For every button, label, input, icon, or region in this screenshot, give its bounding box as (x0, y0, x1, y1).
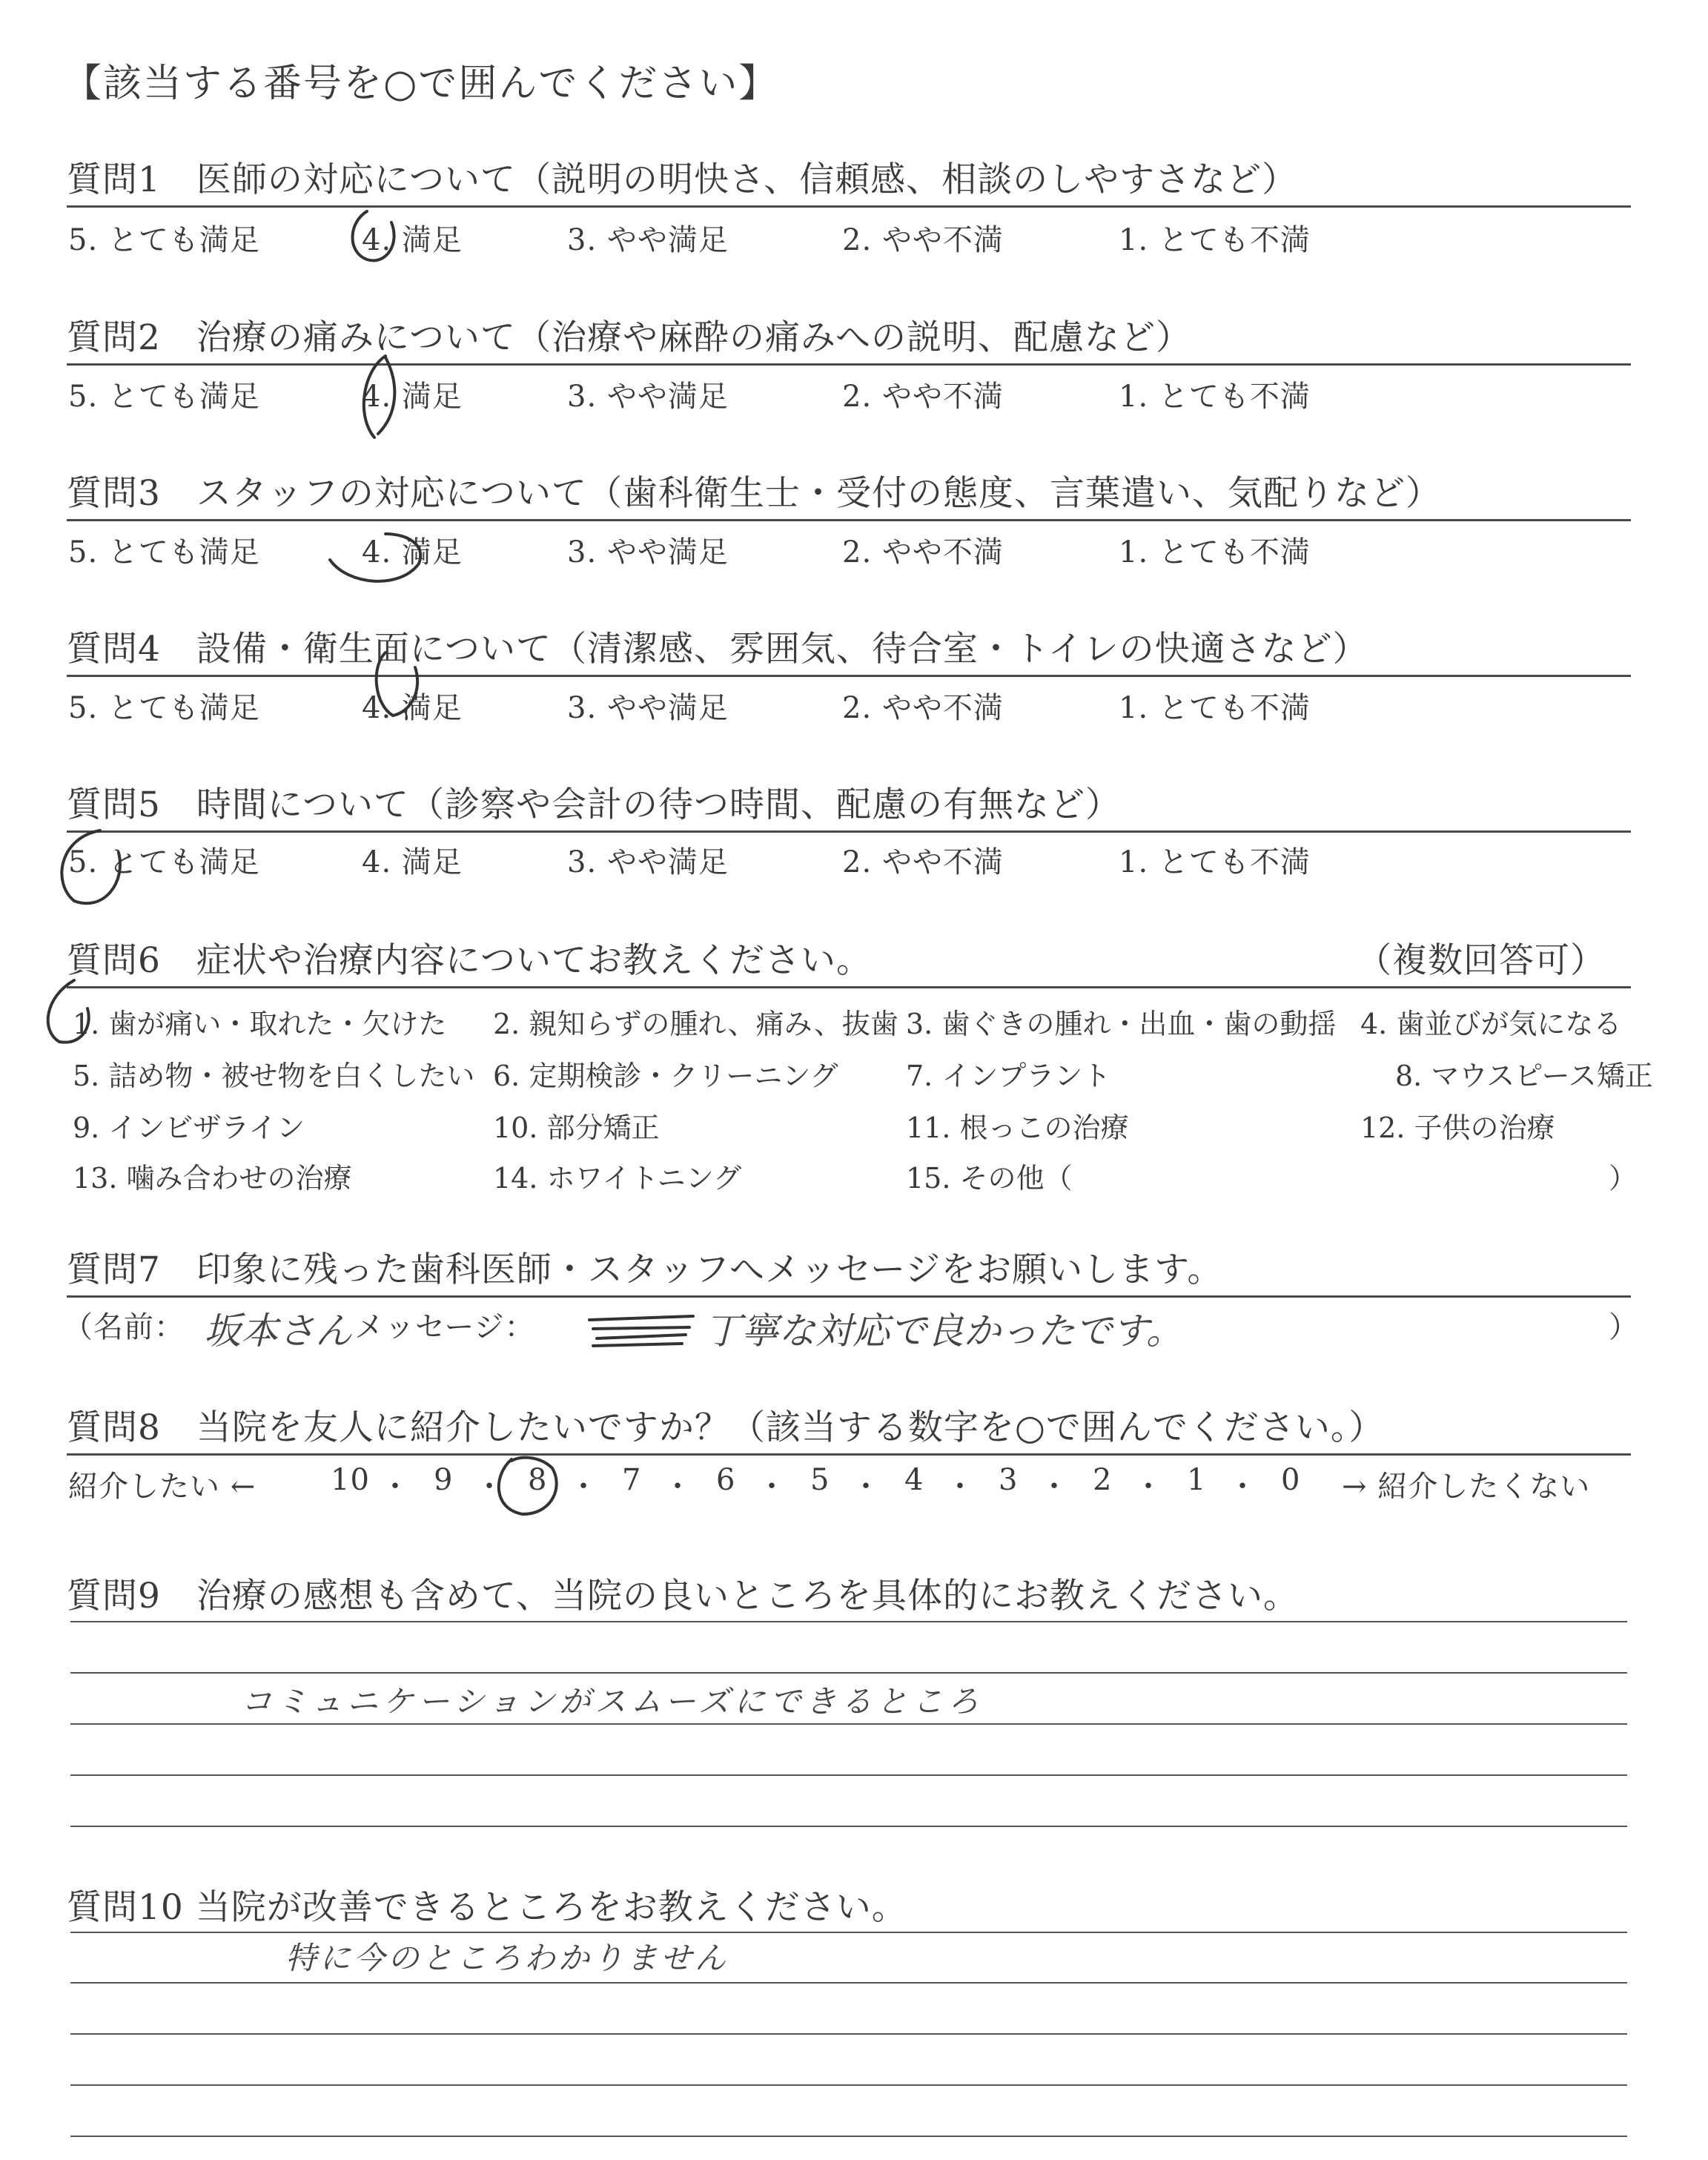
q6-option-12[interactable]: 12. 子供の治療 (1360, 1112, 1555, 1144)
q8-scale-3[interactable]: 3 (999, 1463, 1019, 1497)
q5-option-1[interactable]: 1. とても不満 (1119, 845, 1311, 879)
q6-option-6[interactable]: 6. 定期検診・クリーニング (493, 1060, 838, 1092)
q9-title: 質問9 治療の感想も含めて、当院の良いところを具体的にお教えください。 (67, 1576, 1299, 1616)
q8-scale-separator: ・ (569, 1470, 599, 1504)
q1-option-1[interactable]: 1. とても不満 (1119, 223, 1311, 257)
q3-option-3[interactable]: 3. やや満足 (567, 535, 729, 569)
q6-option-2[interactable]: 2. 親知らずの腫れ、痛み、抜歯 (493, 1008, 898, 1040)
q6-option-4[interactable]: 4. 歯並びが気になる (1360, 1008, 1622, 1040)
q3-rule (67, 519, 1631, 521)
q1-option-3[interactable]: 3. やや満足 (567, 223, 729, 257)
q8-scale-separator: ・ (1039, 1470, 1070, 1504)
q2-rule (67, 363, 1631, 366)
q5-option-2[interactable]: 2. やや不満 (842, 845, 1004, 879)
q6-rule (67, 986, 1631, 988)
q8-scale-9[interactable]: 9 (434, 1463, 454, 1497)
q8-scale-separator: ・ (663, 1470, 693, 1504)
q6-option-3[interactable]: 3. 歯ぐきの腫れ・出血・歯の動揺 (906, 1008, 1337, 1040)
q8-scale-separator: ・ (1133, 1470, 1164, 1504)
q10-line-4 (70, 2084, 1627, 2086)
q6-note: （複数回答可） (1357, 940, 1606, 981)
q6-option-10[interactable]: 10. 部分矯正 (493, 1112, 660, 1144)
q1-option-4[interactable]: 4. 満足 (362, 223, 463, 257)
q8-scale-10[interactable]: 10 (331, 1463, 370, 1497)
q8-scale-separator: ・ (474, 1470, 505, 1504)
q2-option-2[interactable]: 2. やや不満 (842, 380, 1004, 414)
q10-answer[interactable]: 特に今のところわかりません (285, 1940, 729, 1976)
q8-scale-5[interactable]: 5 (810, 1463, 830, 1497)
q8-scale-separator: ・ (1228, 1470, 1258, 1504)
q6-title: 質問6 症状や治療内容についてお教えください。 (67, 940, 872, 981)
q8-scale-2[interactable]: 2 (1093, 1463, 1113, 1497)
q7-rule (67, 1295, 1631, 1298)
q1-title: 質問1 医師の対応について（説明の明快さ、信頼感、相談のしやすさなど） (67, 159, 1298, 200)
q9-line-2 (70, 1672, 1627, 1674)
q2-option-5[interactable]: 5. とても満足 (68, 380, 260, 414)
q4-option-4[interactable]: 4. 満足 (362, 691, 463, 725)
q2-option-1[interactable]: 1. とても不満 (1119, 380, 1311, 414)
q6-option-11[interactable]: 11. 根っこの治療 (906, 1112, 1129, 1144)
q5-title: 質問5 時間について（診察や会計の待つ時間、配慮の有無など） (67, 785, 1121, 825)
q7-name-label: （名前： (63, 1310, 185, 1344)
q8-scale-separator: ・ (851, 1470, 881, 1504)
q10-line-2 (70, 1982, 1627, 1984)
q6-other-close: ） (1609, 1162, 1638, 1195)
q8-title: 質問8 当院を友人に紹介したいですか？（該当する数字を○で囲んでください。） (67, 1407, 1385, 1448)
q4-option-1[interactable]: 1. とても不満 (1119, 691, 1311, 725)
q6-option-7[interactable]: 7. インプラント (906, 1060, 1111, 1092)
q4-option-5[interactable]: 5. とても満足 (68, 691, 260, 725)
q7-close: ） (1609, 1310, 1639, 1344)
q3-title: 質問3 スタッフの対応について（歯科衛生士・受付の態度、言葉遣い、気配りなど） (67, 473, 1441, 514)
q8-rule (67, 1453, 1631, 1456)
q1-option-5[interactable]: 5. とても満足 (68, 223, 260, 257)
q4-title: 質問4 設備・衛生面について（清潔感、雰囲気、待合室・トイレの快適さなど） (67, 629, 1368, 670)
q2-title: 質問2 治療の痛みについて（治療や麻酔の痛みへの説明、配慮など） (67, 317, 1192, 358)
q8-scale-7[interactable]: 7 (622, 1463, 642, 1497)
q2-option-4[interactable]: 4. 満足 (362, 380, 463, 414)
q7-message-value[interactable]: 丁寧な対応で良かったです。 (704, 1309, 1183, 1353)
q4-option-2[interactable]: 2. やや不満 (842, 691, 1004, 725)
q8-scale-6[interactable]: 6 (716, 1463, 736, 1497)
q4-rule (67, 675, 1631, 677)
q7-name-value[interactable]: 坂本さん (204, 1309, 352, 1353)
q6-option-5[interactable]: 5. 詰め物・被せ物を白くしたい (73, 1060, 475, 1092)
q1-option-2[interactable]: 2. やや不満 (842, 223, 1004, 257)
q1-rule (67, 205, 1631, 208)
q7-message-label: メッセージ： (354, 1310, 535, 1344)
q8-scale-4[interactable]: 4 (904, 1463, 924, 1497)
q10-line-3 (70, 2033, 1627, 2035)
q3-option-5[interactable]: 5. とても満足 (68, 535, 260, 569)
q7-scribble (589, 1316, 693, 1346)
q10-title: 質問10 当院が改善できるところをお教えください。 (67, 1887, 907, 1928)
q8-scale-separator: ・ (757, 1470, 787, 1504)
q6-option-15[interactable]: 15. その他（ (906, 1162, 1073, 1195)
q9-answer[interactable]: コミュニケーションがスムーズにできるところ (241, 1683, 984, 1720)
q5-option-4[interactable]: 4. 満足 (362, 845, 463, 879)
q5-option-5[interactable]: 5. とても満足 (68, 845, 260, 879)
q10-line-5 (70, 2136, 1627, 2137)
q2-option-3[interactable]: 3. やや満足 (567, 380, 729, 414)
q3-option-1[interactable]: 1. とても不満 (1119, 535, 1311, 569)
q9-line-1 (70, 1621, 1627, 1622)
q8-scale-separator: ・ (945, 1470, 976, 1504)
form-header: 【該当する番号を○で囲んでください】 (63, 62, 779, 106)
q8-scale-0[interactable]: 0 (1281, 1463, 1301, 1497)
q9-line-4 (70, 1774, 1627, 1776)
q8-scale-8[interactable]: 8 (528, 1463, 548, 1497)
q3-option-4[interactable]: 4. 満足 (362, 535, 463, 569)
q8-scale-1[interactable]: 1 (1187, 1463, 1207, 1497)
q8-left-label: 紹介したい ← (68, 1470, 256, 1504)
q6-option-13[interactable]: 13. 噛み合わせの治療 (73, 1162, 352, 1195)
q6-option-14[interactable]: 14. ホワイトニング (493, 1162, 742, 1195)
q3-option-2[interactable]: 2. やや不満 (842, 535, 1004, 569)
q10-line-1 (70, 1932, 1627, 1933)
q4-option-3[interactable]: 3. やや満足 (567, 691, 729, 725)
q6-option-1[interactable]: 1. 歯が痛い・取れた・欠けた (73, 1008, 447, 1040)
q6-option-9[interactable]: 9. インビザライン (73, 1112, 305, 1144)
q9-line-3 (70, 1723, 1627, 1725)
q8-scale-separator: ・ (380, 1470, 411, 1504)
q7-title: 質問7 印象に残った歯科医師・スタッフへメッセージをお願いします。 (67, 1249, 1223, 1290)
q5-option-3[interactable]: 3. やや満足 (567, 845, 729, 879)
q9-line-5 (70, 1826, 1627, 1827)
q6-option-8[interactable]: 8. マウスピース矯正 (1395, 1060, 1653, 1092)
q5-rule (67, 830, 1631, 833)
q8-right-label: → 紹介したくない (1342, 1470, 1591, 1504)
